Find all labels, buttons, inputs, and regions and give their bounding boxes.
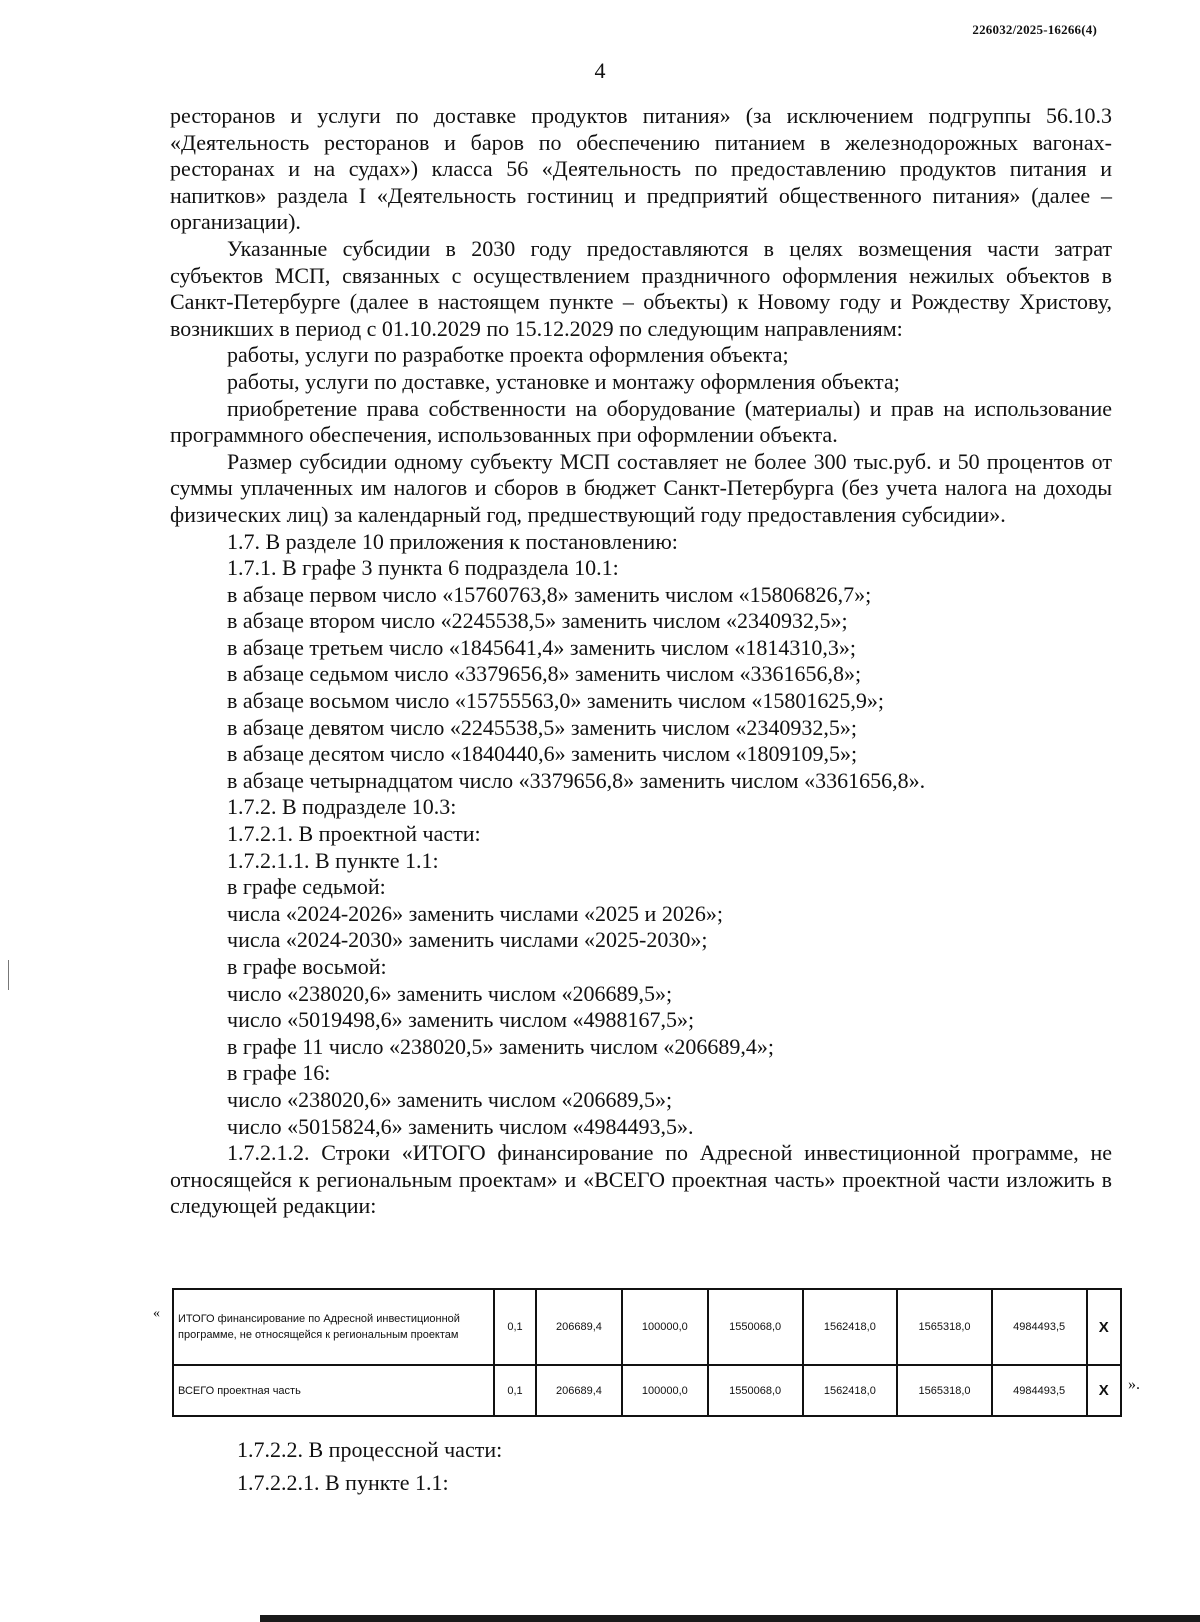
table-row	[173, 1365, 1121, 1416]
clause-1-7: 1.7. В разделе 10 приложения к постановлению:	[227, 528, 678, 554]
amendment-table	[172, 1288, 1122, 1417]
list-item: в абзаце седьмом число «3379656,8» заменить числом «3361656,8»;	[227, 661, 862, 687]
clause-1-7-2-1-2: 1.7.2.1.2. Строки «ИТОГО финансирование по Адресной инвестиционной программе, не относящейся к региональным проектам» и «ВСЕГО проектная часть» проектной части изложить в следующей редакции:	[170, 1140, 1112, 1219]
table-open-quote: «	[153, 1306, 160, 1321]
table-row	[173, 1289, 1121, 1365]
table-cell: 1562418,0	[803, 1289, 898, 1365]
scan-bottom-edge	[260, 1615, 1200, 1622]
clause-1-7-2-2: 1.7.2.2. В процессной части:	[237, 1437, 503, 1462]
table-cell: 4984493,5	[992, 1365, 1087, 1416]
page-number: 4	[594, 58, 606, 83]
clause-1-7-2-2-1: 1.7.2.2.1. В пункте 1.1:	[237, 1470, 449, 1495]
clause-1-7-2: 1.7.2. В подразделе 10.3:	[227, 794, 457, 820]
list-item: в графе 11 число «238020,5» заменить числом «206689,4»;	[227, 1033, 774, 1059]
paragraph-subsidy-purpose: Указанные субсидии в 2030 году предоставляются в целях возмещения части затрат субъектов МСП, связанных с осуществлением праздничного оформления нежилых объектов в Санкт-Петербурге (далее в настоящем пункте – объекты) к Новому году и Рождеству Христову, возникших в период с 01.10.2029 по 15.12.2029 по следующим направлениям:	[170, 235, 1112, 341]
scan-artifact	[8, 960, 9, 990]
table-cell: 206689,4	[536, 1289, 622, 1365]
table-cell: 0,1	[494, 1289, 536, 1365]
table-cell: X	[1087, 1365, 1121, 1416]
list-item: число «238020,6» заменить числом «206689,5»;	[227, 980, 673, 1006]
list-item: число «238020,6» заменить числом «206689,5»;	[227, 1086, 673, 1112]
table-cell-name: ИТОГО финансирование по Адресной инвестиционной программе, не относящейся к региональным проектам	[173, 1289, 494, 1365]
list-item: в абзаце четырнадцатом число «3379656,8» заменить числом «3361656,8».	[227, 767, 926, 793]
list-item: число «5019498,6» заменить числом «4988167,5»;	[227, 1007, 695, 1033]
tail-text	[237, 1433, 502, 1499]
direction-item: работы, услуги по доставке, установке и монтажу оформления объекта;	[227, 368, 900, 394]
direction-item: работы, услуги по разработке проекта оформления объекта;	[227, 342, 789, 368]
table-cell: X	[1087, 1289, 1121, 1365]
clause-1-7-2-1-1: 1.7.2.1.1. В пункте 1.1:	[227, 847, 439, 873]
clause-1-7-2-1: 1.7.2.1. В проектной части:	[227, 821, 481, 847]
table-cell: 100000,0	[622, 1365, 708, 1416]
document-registration-number: 226032/2025-16266(4)	[972, 22, 1097, 37]
document-body	[170, 103, 1112, 1220]
list-item: в абзаце первом число «15760763,8» заменить числом «15806826,7»;	[227, 581, 872, 607]
table-cell-name: ВСЕГО проектная часть	[173, 1365, 494, 1416]
table-cell: 1565318,0	[897, 1365, 992, 1416]
list-item: число «5015824,6» заменить числом «4984493,5».	[227, 1113, 694, 1139]
direction-item: приобретение права собственности на оборудование (материалы) и прав на использование программного обеспечения, использованных при оформлении объекта.	[170, 395, 1112, 448]
list-item: в абзаце втором число «2245538,5» заменить числом «2340932,5»;	[227, 608, 848, 634]
list-item: числа «2024-2030» заменить числами «2025-2030»;	[227, 927, 708, 953]
clause-1-7-1: 1.7.1. В графе 3 пункта 6 подраздела 10.1:	[227, 555, 619, 581]
table-cell: 4984493,5	[992, 1289, 1087, 1365]
list-item: в абзаце третьем число «1845641,4» заменить числом «1814310,3»;	[227, 634, 856, 660]
table-cell: 1550068,0	[708, 1289, 803, 1365]
list-item: числа «2024-2026» заменить числами «2025 и 2026»;	[227, 900, 723, 926]
table-cell: 1565318,0	[897, 1289, 992, 1365]
table-close-quote: ».	[1128, 1376, 1140, 1393]
table-cell: 1550068,0	[708, 1365, 803, 1416]
graph-heading: в графе седьмой:	[227, 874, 386, 900]
table-cell: 0,1	[494, 1365, 536, 1416]
paragraph-organizations: ресторанов и услуги по доставке продуктов питания» (за исключением подгруппы 56.10.3 «Деятельность ресторанов и баров по обеспечению питанием в железнодорожных вагонах-ресторанах и на судах») класса 56 «Деятельность по предоставлению продуктов питания и напитков» раздела I «Деятельность гостиниц и предприятий общественного питания» (далее – организации).	[170, 103, 1112, 235]
list-item: в абзаце девятом число «2245538,5» заменить числом «2340932,5»;	[227, 714, 857, 740]
table-cell: 1562418,0	[803, 1365, 898, 1416]
table-cell: 206689,4	[536, 1365, 622, 1416]
table-cell: 100000,0	[622, 1289, 708, 1365]
list-item: в абзаце восьмом число «15755563,0» заменить числом «15801625,9»;	[227, 688, 884, 714]
paragraph-subsidy-size: Размер субсидии одному субъекту МСП составляет не более 300 тыс.руб. и 50 процентов от суммы уплаченных им налогов и сборов в бюджет Санкт-Петербурга (без учета налога на доходы физических лиц) за календарный год, предшествующий году предоставления субсидии».	[170, 448, 1112, 527]
list-item: в абзаце десятом число «1840440,6» заменить числом «1809109,5»;	[227, 741, 858, 767]
graph-heading: в графе восьмой:	[227, 954, 387, 979]
graph-heading: в графе 16:	[227, 1060, 331, 1086]
